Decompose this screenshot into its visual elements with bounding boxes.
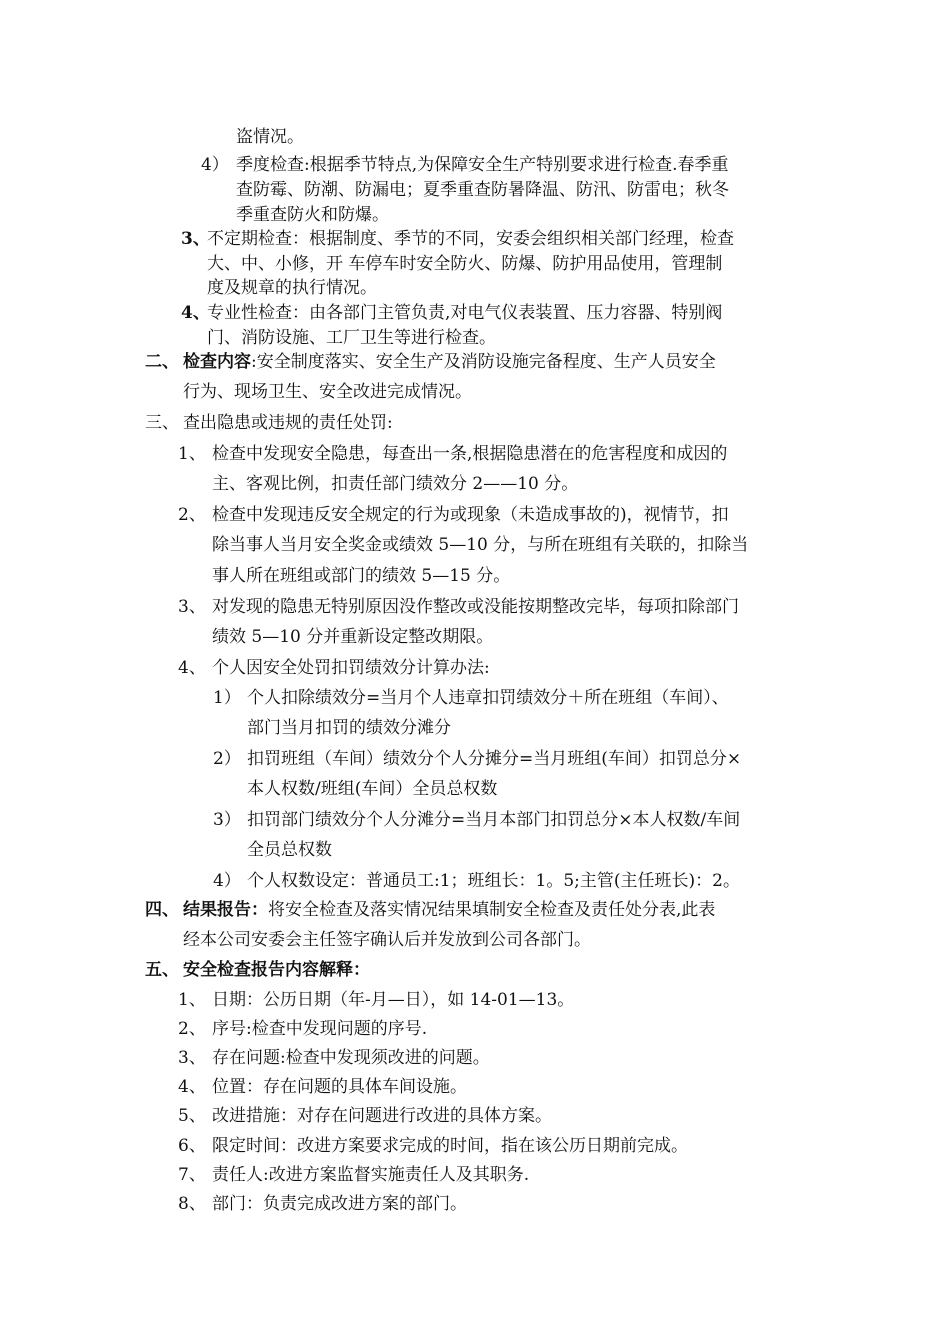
list-item-number: 3、 — [178, 597, 206, 617]
text-line: 序号:检查中发现问题的序号. — [212, 1019, 428, 1039]
text-line: 部门当月扣罚的绩效分滩分 — [247, 718, 451, 738]
text-line: 个人权数设定：普通员工:1；班组长：1。5;主管(主任班长)：2。 — [247, 871, 740, 891]
text-line: 盗情况。 — [236, 127, 304, 147]
text-line: 事人所在班组或部门的绩效 5—15 分。 — [212, 566, 511, 586]
list-item-number: 1、 — [178, 990, 206, 1010]
section-number: 五、 — [145, 960, 179, 980]
list-item-number: 4、 — [178, 658, 206, 678]
list-item-number: 3） — [213, 810, 241, 830]
list-item-number: 7、 — [178, 1165, 206, 1185]
text-line: 对发现的隐患无特别原因没作整改或没能按期整改完毕，每项扣除部门 — [212, 597, 739, 617]
list-item-number: 2、 — [178, 1019, 206, 1039]
section-heading: 检查内容 — [183, 352, 251, 372]
text-line: 扣罚班组（车间）绩效分个人分摊分=当月班组(车间）扣罚总分× — [247, 749, 742, 769]
text-line: 结果报告：将安全检查及落实情况结果填制安全检查及责任处分表,此表 — [183, 900, 716, 920]
text-line: 位置：存在问题的具体车间设施。 — [212, 1077, 467, 1097]
text-line: 存在问题:检查中发现须改进的问题。 — [212, 1048, 490, 1068]
text-line: 大、中、小修，开 车停车时安全防火、防爆、防护用品使用，管理制 — [207, 254, 723, 274]
text-line: 主、客观比例，扣责任部门绩效分 2——10 分。 — [212, 474, 579, 494]
section-number: 二、 — [145, 352, 179, 372]
text-line: 检查中发现安全隐患，每查出一条,根据隐患潜在的危害程度和成因的 — [212, 444, 728, 464]
text-line: 本人权数/班组(车间）全员总权数 — [247, 779, 498, 799]
text-line: 限定时间：改进方案要求完成的时间，指在该公历日期前完成。 — [212, 1136, 688, 1156]
text-line: 部门：负责完成改进方案的部门。 — [212, 1194, 467, 1214]
text-line: 专业性检查：由各部门主管负责,对电气仪表装置、压力容器、特别阀 — [207, 303, 723, 323]
text-line: 季重查防火和防爆。 — [236, 205, 389, 225]
list-item-number: 4） — [213, 871, 241, 891]
list-item-number: 4、 — [181, 303, 210, 323]
section-heading: 查出隐患或违规的责任处罚: — [183, 413, 393, 433]
section-heading: 结果报告： — [183, 900, 268, 920]
text-line: 不定期检查：根据制度、季节的不同，安委会组织相关部门经理，检查 — [207, 229, 734, 249]
text-line: 绩效 5—10 分并重新设定整改期限。 — [212, 627, 494, 647]
section-number: 四、 — [145, 900, 179, 920]
text-line: 扣罚部门绩效分个人分滩分=当月本部门扣罚总分×本人权数/车间 — [247, 810, 741, 830]
text-line: 检查内容:安全制度落实、安全生产及消防设施完备程度、生产人员安全 — [183, 352, 716, 372]
list-item-number: 3、 — [181, 229, 210, 249]
section-heading: 安全检查报告内容解释： — [183, 960, 370, 980]
text-line: 日期：公历日期（年-月—日），如 14-01—13。 — [212, 990, 575, 1010]
list-item-number: 8、 — [178, 1194, 206, 1214]
list-item-number: 4） — [201, 155, 229, 175]
section-number: 三、 — [145, 413, 179, 433]
text-line: 改进措施：对存在问题进行改进的具体方案。 — [212, 1106, 552, 1126]
list-item-number: 3、 — [178, 1048, 206, 1068]
text-line: 检查中发现违反安全规定的行为或现象（未造成事故的)，视情节，扣 — [212, 505, 729, 525]
text-line: 除当事人当月安全奖金或绩效 5—10 分，与所在班组有关联的，扣除当 — [212, 535, 749, 555]
text-line: 行为、现场卫生、安全改进完成情况。 — [183, 382, 472, 402]
text-line: 经本公司安委会主任签字确认后并发放到公司各部门。 — [183, 930, 591, 950]
text-line: 度及规章的执行情况。 — [207, 278, 377, 298]
list-item-number: 6、 — [178, 1136, 206, 1156]
list-item-number: 5、 — [178, 1106, 206, 1126]
text-line: 个人扣除绩效分=当月个人违章扣罚绩效分＋所在班组（车间）、 — [247, 688, 729, 708]
text-line: 季度检查:根据季节特点,为保障安全生产特别要求进行检查.春季重 — [236, 155, 729, 175]
list-item-number: 4、 — [178, 1077, 206, 1097]
list-item-number: 2） — [213, 749, 241, 769]
text-line: 门、消防设施、工厂卫生等进行检查。 — [207, 328, 496, 348]
text-line: 个人因安全处罚扣罚绩效分计算办法: — [212, 658, 490, 678]
list-item-number: 2、 — [178, 505, 206, 525]
text-line: 责任人:改进方案监督实施责任人及其职务. — [212, 1165, 530, 1185]
text-line: 查防霉、防潮、防漏电；夏季重查防暑降温、防汛、防雷电；秋冬 — [236, 180, 729, 200]
text-line: 全员总权数 — [247, 840, 332, 860]
list-item-number: 1） — [213, 688, 241, 708]
list-item-number: 1、 — [178, 444, 206, 464]
